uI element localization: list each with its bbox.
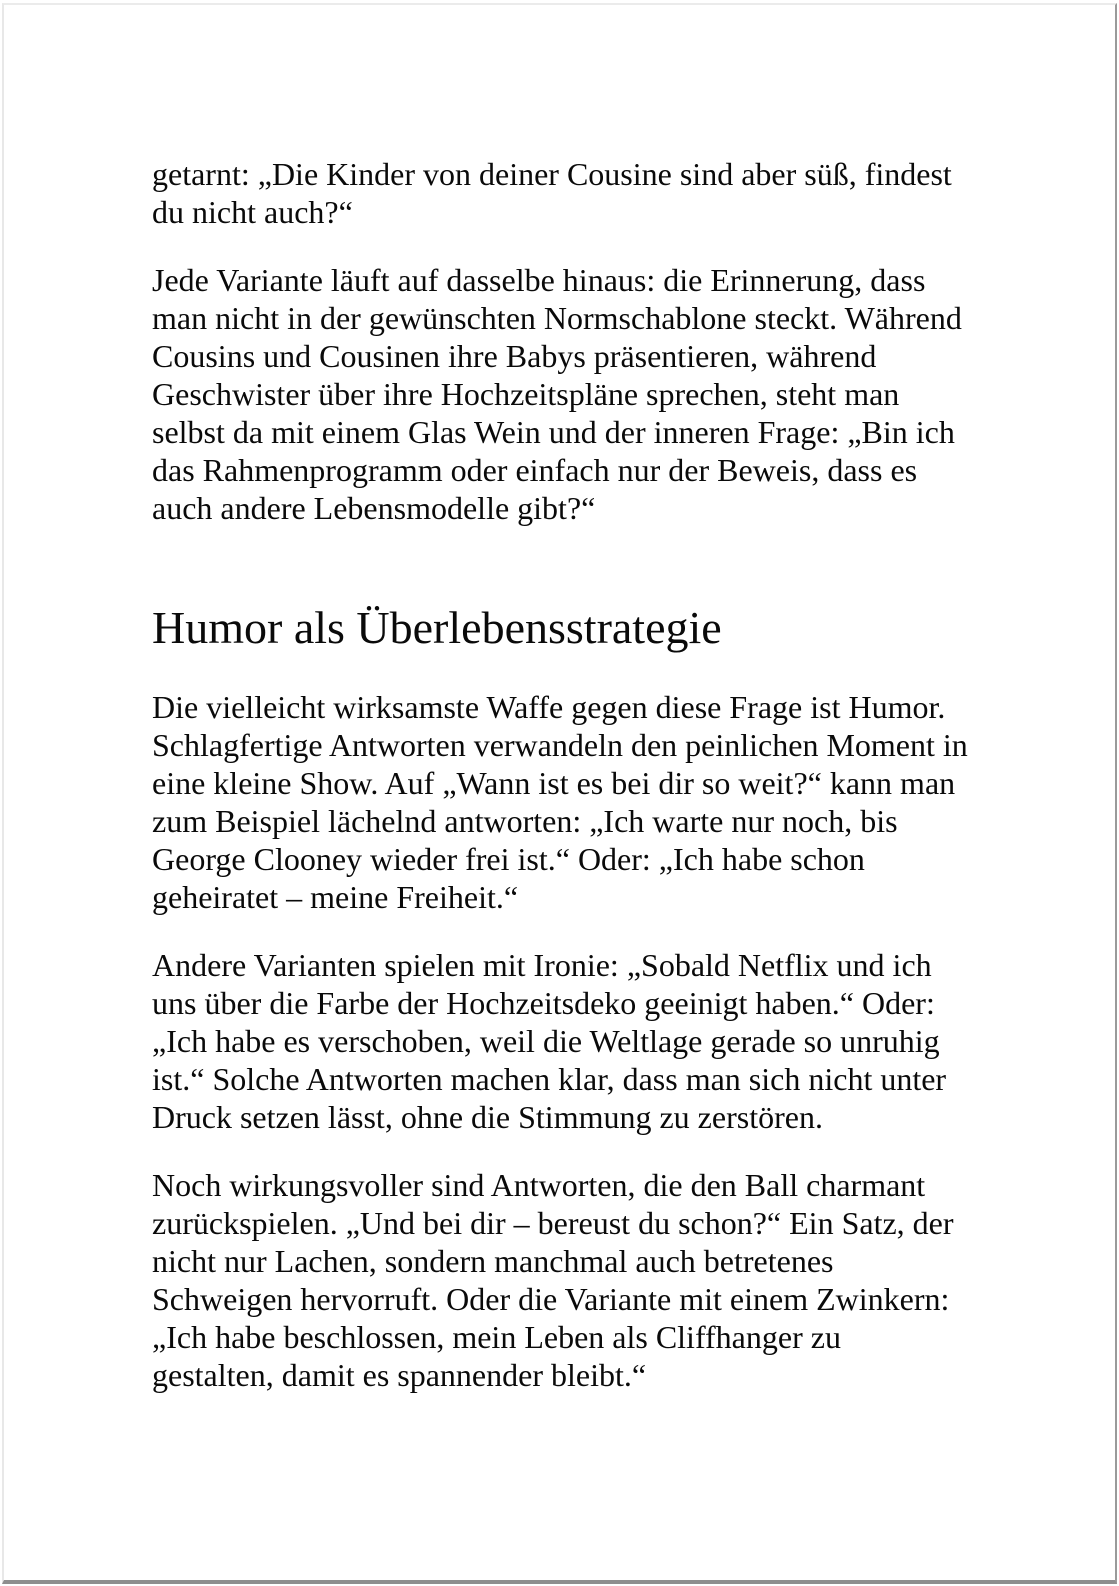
text-line: Cousins und Cousinen ihre Babys präsentieren, während [152,338,877,374]
paragraph [152,155,1025,231]
article-body [152,155,1025,1424]
text-line: Schlagfertige Antworten verwandeln den peinlichen Moment in [152,727,968,763]
text-line: Andere Varianten spielen mit Ironie: „Sobald Netflix und ich [152,947,932,983]
text-line: das Rahmenprogramm oder einfach nur der Beweis, dass es [152,452,918,488]
paragraph [152,261,1025,527]
text-line: getarnt: „Die Kinder von deiner Cousine sind aber süß, findest [152,156,952,192]
text-line: Die vielleicht wirksamste Waffe gegen diese Frage ist Humor. [152,689,946,725]
text-line: Schweigen hervorruft. Oder die Variante mit einem Zwinkern: [152,1281,950,1317]
text-line: gestalten, damit es spannender bleibt.“ [152,1357,647,1393]
paragraph [152,1166,1025,1394]
text-line: zum Beispiel lächelnd antworten: „Ich warte nur noch, bis [152,803,898,839]
text-line: auch andere Lebensmodelle gibt?“ [152,490,596,526]
text-line: uns über die Farbe der Hochzeitsdeko geeinigt haben.“ Oder: [152,985,935,1021]
text-line: nicht nur Lachen, sondern manchmal auch betretenes [152,1243,834,1279]
paragraph [152,946,1025,1136]
text-line: man nicht in der gewünschten Normschablone steckt. Während [152,300,962,336]
document-page [2,3,1117,1584]
section-heading: Humor als Überlebensstrategie [152,602,722,653]
text-line: „Ich habe beschlossen, mein Leben als Cliffhanger zu [152,1319,841,1355]
text-line: geheiratet – meine Freiheit.“ [152,879,519,915]
text-line: du nicht auch?“ [152,194,353,230]
paragraph [152,688,1025,916]
text-line: George Clooney wieder frei ist.“ Oder: „Ich habe schon [152,841,865,877]
text-line: Noch wirkungsvoller sind Antworten, die den Ball charmant [152,1167,926,1203]
text-line: Jede Variante läuft auf dasselbe hinaus: die Erinnerung, dass [152,262,926,298]
text-line: ist.“ Solche Antworten machen klar, dass man sich nicht unter [152,1061,947,1097]
text-line: Geschwister über ihre Hochzeitspläne sprechen, steht man [152,376,900,412]
text-line: „Ich habe es verschoben, weil die Weltlage gerade so unruhig [152,1023,940,1059]
text-line: selbst da mit einem Glas Wein und der inneren Frage: „Bin ich [152,414,955,450]
text-line: zurückspielen. „Und bei dir – bereust du schon?“ Ein Satz, der [152,1205,954,1241]
text-line: Druck setzen lässt, ohne die Stimmung zu zerstören. [152,1099,823,1135]
text-line: eine kleine Show. Auf „Wann ist es bei dir so weit?“ kann man [152,765,956,801]
